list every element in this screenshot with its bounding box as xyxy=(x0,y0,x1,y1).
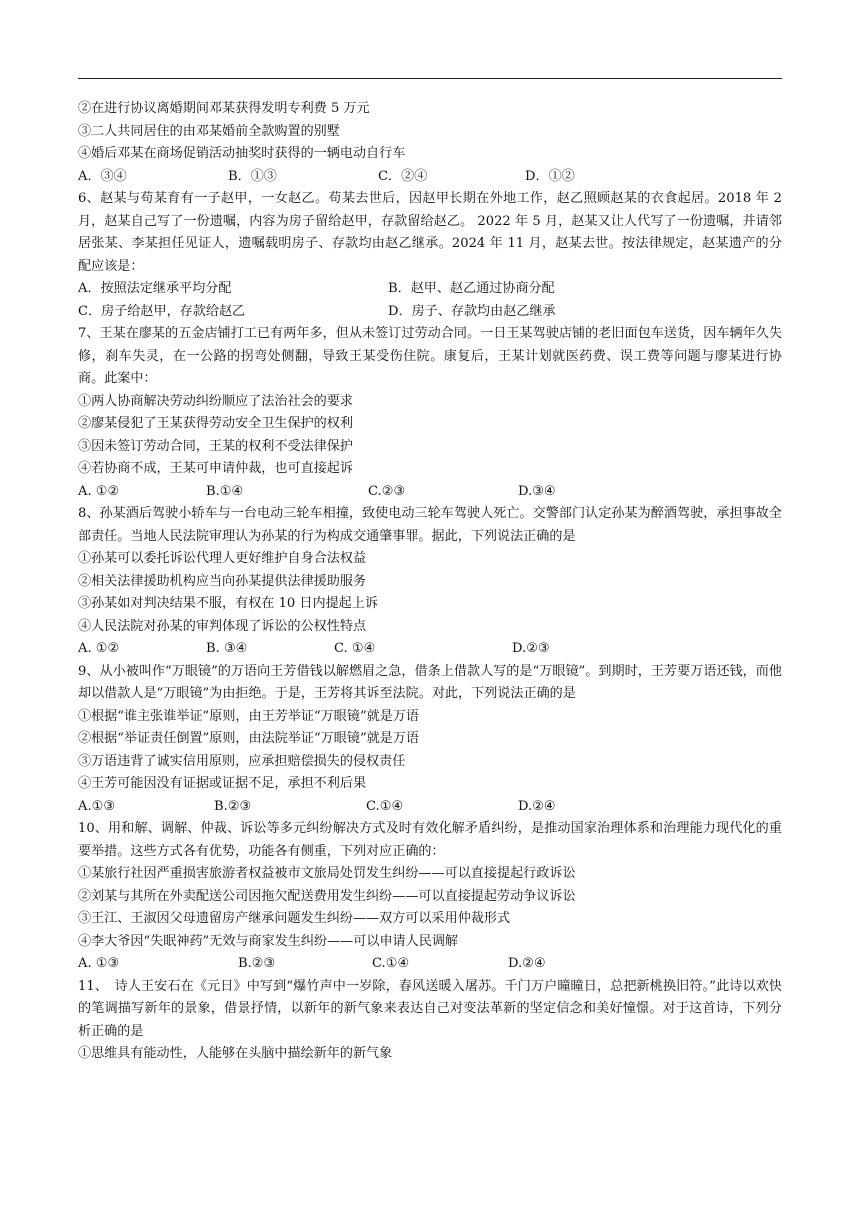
statement-4: ④李大爷因“失眠神药”无效与商家发生纠纷——可以申请人民调解 xyxy=(78,933,459,949)
statement-3: ③因未签订劳动合同，王某的权利不受法律保护 xyxy=(78,438,353,454)
option-d: D．房子、存款均由赵乙继承 xyxy=(388,303,556,319)
option-d: D.③④ xyxy=(518,483,556,499)
option-b: B．①③ xyxy=(228,168,277,184)
statement-4: ④若协商不成，王某可申请仲裁，也可直接起诉 xyxy=(78,461,353,476)
statement-1: ①孙某可以委托诉讼代理人更好维护自身合法权益 xyxy=(78,551,367,566)
question-7 xyxy=(78,323,782,503)
option-a: A. ①③ xyxy=(78,956,120,971)
options-row xyxy=(78,301,782,324)
question-stem: 9、从小被叫作“万眼镜”的万语向王芳借钱以解燃眉之急，借条上借款人写的是“万眼镜”。到期时，王芳要万语还钱，而他却以借款人是“万眼镜”为由拒绝。于是，王芳将其诉至法院。对此，下列说法正确的是 xyxy=(78,663,782,701)
option-d: D.②③ xyxy=(512,641,550,656)
option-a: A．按照法定继承平均分配 xyxy=(78,281,232,296)
options-row xyxy=(78,481,782,504)
option-a: A．③④ xyxy=(78,168,127,184)
option-b: B. ③④ xyxy=(206,641,248,656)
statement-1: ①某旅行社因严重损害旅游者权益被市文旅局处罚发生纠纷——可以直接提起行政诉讼 xyxy=(78,866,576,881)
option-c: C. ①④ xyxy=(334,641,376,656)
question-stem: 7、王某在廖某的五金店铺打工已有两年多，但从未签订过劳动合同。一日王某驾驶店铺的老旧面包车送货，因车辆年久失修，刹车失灵，在一公路的拐弯处侧翻，导致王某受伤住院。康复后，王某计划就医药费、误工费等问题与廖某进行协商。此案中： xyxy=(78,326,782,386)
option-b: B.①④ xyxy=(206,483,244,499)
option-a: A. ①② xyxy=(78,483,120,499)
question-stem: 8、孙某酒后驾驶小轿车与一台电动三轮车相撞，致使电动三轮车驾驶人死亡。交警部门认定孙某为醉酒驾驶，承担事故全部责任。当地人民法院审理认为孙某的行为构成交通肇事罪。据此，下列说法正确的是 xyxy=(78,506,782,544)
question-10 xyxy=(78,818,782,976)
options-row xyxy=(78,278,782,301)
header-rule xyxy=(78,78,782,79)
option-b: B.②③ xyxy=(214,798,252,814)
question-stem: 6、赵某与苟某育有一子赵甲，一女赵乙。苟某去世后，因赵甲长期在外地工作，赵乙照顾赵某的衣食起居。2018 年 2 月，赵某自己写了一份遗嘱，内容为房子留给赵甲，存款留给赵乙。 2022 年 5 月，赵某又让人代写了一份遗嘱，并请邻居张某、李某担任见证人，遗嘱载明房子、存款均由赵乙继承。2024 年 11 月，赵某去世。按法律规定，赵某遗产的分配应该是： xyxy=(78,191,782,274)
question-9 xyxy=(78,661,782,819)
statement-2: ②相关法律援助机构应当向孙某提供法律援助服务 xyxy=(78,573,367,589)
statement-3: ③万语违背了诚实信用原则，应承担赔偿损失的侵权责任 xyxy=(78,753,406,769)
options-row xyxy=(78,953,782,976)
statement-3: ③王江、王淑因父母遗留房产继承问题发生纠纷——双方可以采用仲裁形式 xyxy=(78,911,511,926)
option-b: B.②③ xyxy=(238,956,276,971)
option-a: A.①③ xyxy=(78,798,116,814)
question-8 xyxy=(78,503,782,661)
option-c: C．②④ xyxy=(378,168,428,184)
statement-2: ②根据“举证责任倒置”原则，由法院举证“万眼镜”就是万语 xyxy=(78,731,420,746)
statement-4: ④婚后邓某在商场促销活动抽奖时获得的一辆电动自行车 xyxy=(78,146,406,161)
question-stem: 11、 诗人王安石在《元日》中写到“爆竹声中一岁除，春风送暖入屠苏。千门万户曈曈日，总把新桃换旧符。”此诗以欢快的笔调描写新年的景象，借景抒情，以新年的新气象来表达自己对变法革新的坚定信念和美好憧憬。对于这首诗，下列分析正确的是 xyxy=(78,978,782,1039)
exam-page xyxy=(78,98,782,1066)
option-d: D.②④ xyxy=(518,798,556,814)
option-d: D.②④ xyxy=(508,956,546,971)
question-6 xyxy=(78,188,782,323)
option-b: B．赵甲、赵乙通过协商分配 xyxy=(388,281,555,296)
statement-4: ④人民法院对孙某的审判体现了诉讼的公权性特点 xyxy=(78,618,367,634)
question-stem: 10、用和解、调解、仲裁、诉讼等多元纠纷解决方式及时有效化解矛盾纠纷，是推动国家治理体系和治理能力现代化的重要举措。这些方式各有优势，功能各有侧重，下列对应正确的： xyxy=(78,821,782,859)
statement-1: ①两人协商解决劳动纠纷顺应了法治社会的要求 xyxy=(78,393,353,409)
statement-1: ①思维具有能动性，人能够在头脑中描绘新年的新气象 xyxy=(78,1046,393,1061)
statement-3: ③二人共同居住的由邓某婚前全款购置的别墅 xyxy=(78,123,340,139)
options-row xyxy=(78,166,782,189)
option-c: C．房子给赵甲，存款给赵乙 xyxy=(78,303,246,319)
option-c: C.①④ xyxy=(366,798,404,814)
statement-4: ④王芳可能因没有证据或证据不足，承担不利后果 xyxy=(78,776,367,791)
option-c: C.①④ xyxy=(372,956,410,971)
option-c: C.②③ xyxy=(368,483,406,499)
question-5-continued xyxy=(78,98,782,188)
options-row xyxy=(78,638,782,661)
statement-2: ②廖某侵犯了王某获得劳动安全卫生保护的权利 xyxy=(78,416,353,431)
statement-3: ③孙某如对判决结果不服，有权在 10 日内提起上诉 xyxy=(78,596,378,611)
option-d: D．①② xyxy=(525,168,575,184)
statement-2: ②刘某与其所在外卖配送公司因拖欠配送费用发生纠纷——可以直接提起劳动争议诉讼 xyxy=(78,888,576,904)
options-row xyxy=(78,796,782,819)
option-a: A. ①② xyxy=(78,641,120,656)
statement-1: ①根据“谁主张谁举证”原则，由王芳举证“万眼镜”就是万语 xyxy=(78,708,420,724)
statement-2: ②在进行协议离婚期间邓某获得发明专利费 5 万元 xyxy=(78,101,370,116)
question-11 xyxy=(78,976,782,1066)
